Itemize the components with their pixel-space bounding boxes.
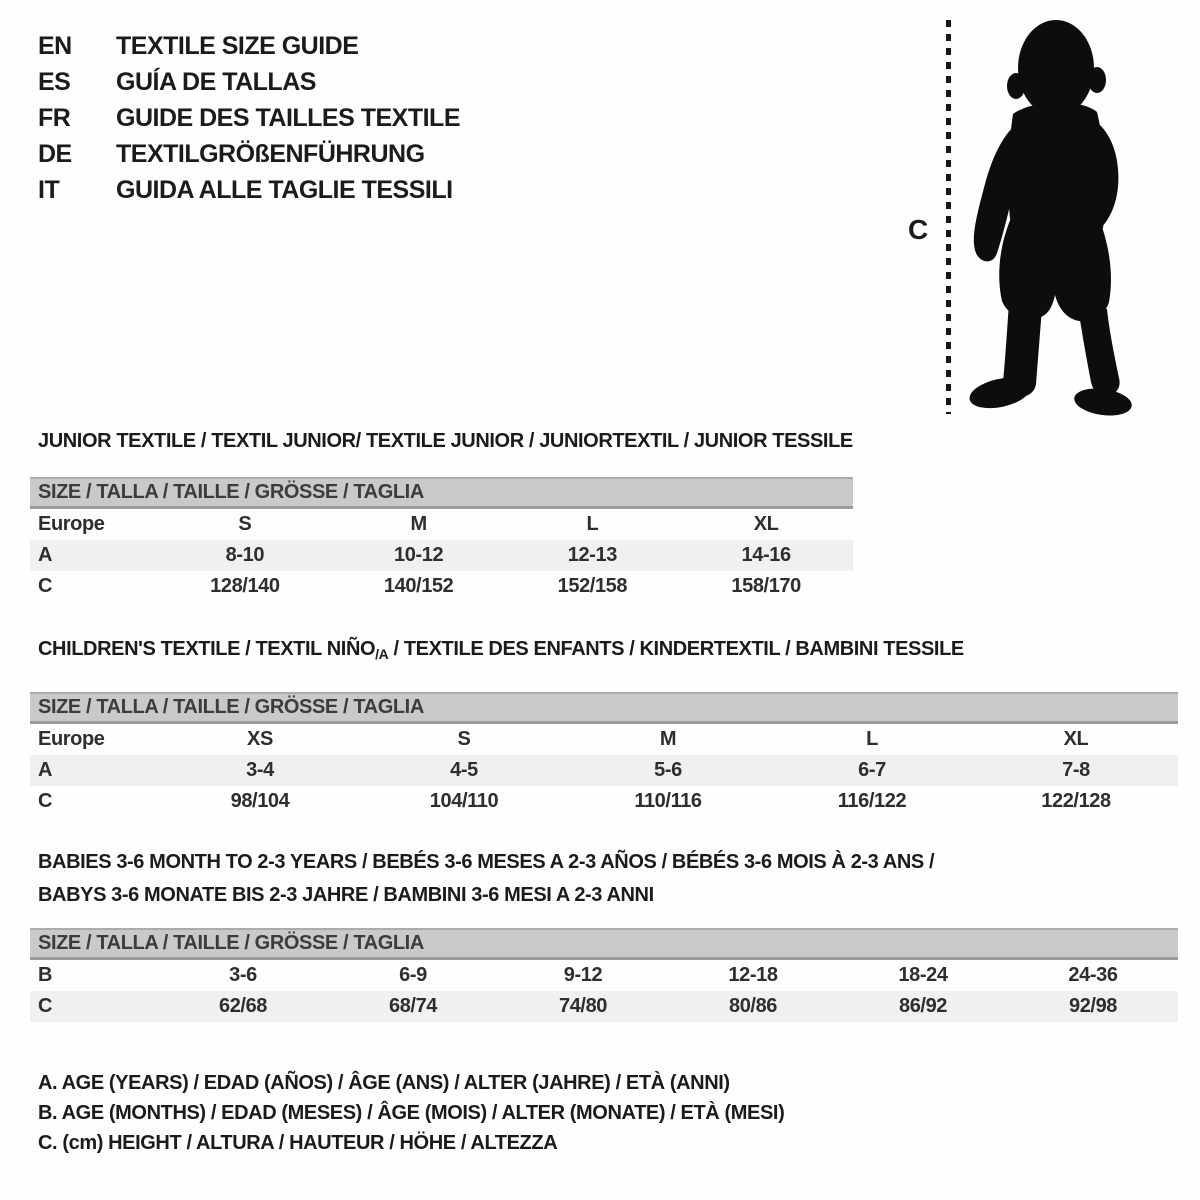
language-row-es: [38, 64, 460, 100]
row-label: A: [38, 759, 53, 781]
size-cell: XS: [247, 728, 273, 750]
age-cell: 6-7: [858, 759, 886, 781]
size-cell: XL: [753, 513, 779, 535]
babies-table-title: [30, 846, 1178, 912]
page-title-it: GUIDA ALLE TAGLIE TESSILI: [116, 175, 453, 204]
height-cell: 152/158: [557, 575, 628, 597]
age-cell: 8-10: [225, 544, 265, 566]
children-size-header: SIZE / TALLA / TAILLE / GRÖSSE / TAGLIA: [30, 692, 1178, 724]
size-cell: M: [659, 728, 677, 750]
babies-title-line1: BABIES 3-6 MONTH TO 2-3 YEARS / BEBÉS 3-6 MESES A 2-3 AÑOS / BÉBÉS 3-6 MOIS À 2-3 ANS /: [38, 851, 935, 873]
language-code: DE: [38, 139, 72, 168]
language-row-en: [38, 28, 460, 64]
table-row-age: [30, 755, 1178, 786]
height-cell: 104/110: [429, 790, 499, 812]
height-cell: 86/92: [898, 995, 948, 1017]
height-cell: 128/140: [210, 575, 280, 597]
height-cell: 116/122: [837, 790, 907, 812]
page-title-fr: GUIDE DES TAILLES TEXTILE: [116, 103, 461, 132]
age-cell: 7-8: [1062, 759, 1090, 781]
measurement-legend: [38, 1068, 784, 1158]
babies-size-header: SIZE / TALLA / TAILLE / GRÖSSE / TAGLIA: [30, 928, 1178, 960]
size-cell: S: [238, 513, 252, 535]
junior-table-title: JUNIOR TEXTILE / TEXTIL JUNIOR/ TEXTILE JUNIOR / JUNIORTEXTIL / JUNIOR TESSILE: [38, 430, 853, 452]
table-row-age: [30, 540, 853, 571]
babies-textile-table: [30, 846, 1178, 1022]
height-cell: 98/104: [230, 790, 290, 812]
height-measure-label: C: [908, 214, 929, 245]
size-cell: XL: [1063, 728, 1089, 750]
height-cell: 62/68: [218, 995, 268, 1017]
language-code: ES: [38, 67, 71, 96]
row-label: C: [38, 575, 53, 597]
table-row-europe: [30, 724, 1178, 755]
age-cell: 4-5: [450, 759, 478, 781]
language-code: EN: [38, 31, 72, 60]
age-cell: 10-12: [394, 544, 444, 566]
height-cell: 80/86: [728, 995, 778, 1017]
age-cell: 3-4: [246, 759, 274, 781]
language-row-fr: [38, 100, 460, 136]
age-cell: 6-9: [399, 964, 427, 986]
height-cell: 110/116: [634, 790, 702, 812]
row-label: C: [38, 790, 53, 812]
table-row-height: [30, 786, 1178, 817]
table-row-europe: [30, 509, 853, 540]
age-cell: 14-16: [741, 544, 791, 566]
height-cell: 68/74: [388, 995, 438, 1017]
table-row-height: [30, 991, 1178, 1022]
row-label: Europe: [38, 728, 105, 750]
legend-age-months: B. AGE (MONTHS) / EDAD (MESES) / ÂGE (MOIS) / ALTER (MONATE) / ETÀ (MESI): [38, 1102, 785, 1124]
height-cell: 140/152: [383, 575, 454, 597]
row-label: C: [38, 995, 53, 1017]
row-label: A: [38, 544, 53, 566]
size-cell: S: [457, 728, 471, 750]
children-textile-table: [30, 638, 1178, 817]
junior-size-header: SIZE / TALLA / TAILLE / GRÖSSE / TAGLIA: [30, 477, 853, 509]
legend-age-years: A. AGE (YEARS) / EDAD (AÑOS) / ÂGE (ANS) / ALTER (JAHRE) / ETÀ (ANNI): [38, 1072, 730, 1094]
page-title-es: GUÍA DE TALLAS: [116, 67, 316, 96]
height-cell: 92/98: [1068, 995, 1118, 1017]
language-row-de: [38, 136, 460, 172]
babies-title-line2: BABYS 3-6 MONATE BIS 2-3 JAHRE / BAMBINI 3-6 MESI A 2-3 ANNI: [38, 884, 654, 906]
age-cell: 12-13: [567, 544, 617, 566]
page-title-de: TEXTILGRÖßENFÜHRUNG: [116, 139, 425, 168]
height-cell: 158/170: [731, 575, 801, 597]
age-cell: 9-12: [563, 964, 603, 986]
height-cell: 74/80: [558, 995, 608, 1017]
language-code: FR: [38, 103, 71, 132]
age-cell: 3-6: [229, 964, 257, 986]
legend-height-cm: C. (cm) HEIGHT / ALTURA / HAUTEUR / HÖHE / ALTEZZA: [38, 1132, 558, 1154]
size-cell: L: [586, 513, 599, 535]
size-cell: M: [410, 513, 427, 535]
age-cell: 5-6: [654, 759, 682, 781]
age-cell: 24-36: [1068, 964, 1118, 986]
junior-textile-table: [30, 430, 853, 602]
table-row-age-months: [30, 960, 1178, 991]
page-title-en: TEXTILE SIZE GUIDE: [116, 31, 359, 60]
size-cell: L: [866, 728, 878, 750]
row-label: Europe: [38, 513, 105, 535]
language-code: IT: [38, 175, 60, 204]
row-label: B: [38, 964, 53, 986]
age-cell: 12-18: [728, 964, 778, 986]
height-measure-dashed-line: [946, 20, 951, 414]
children-table-title: CHILDREN'S TEXTILE / TEXTIL $NIÑO_{/A}$ / TEXTILE DES ENFANTS / KINDERTEXTIL / BAMBINI TESSILE: [38, 638, 964, 662]
age-cell: 18-24: [898, 964, 948, 986]
language-title-list: [38, 28, 460, 208]
toddler-silhouette-icon: [963, 16, 1135, 418]
language-row-it: [38, 172, 460, 208]
table-row-height: [30, 571, 853, 602]
height-cell: 122/128: [1041, 790, 1111, 812]
